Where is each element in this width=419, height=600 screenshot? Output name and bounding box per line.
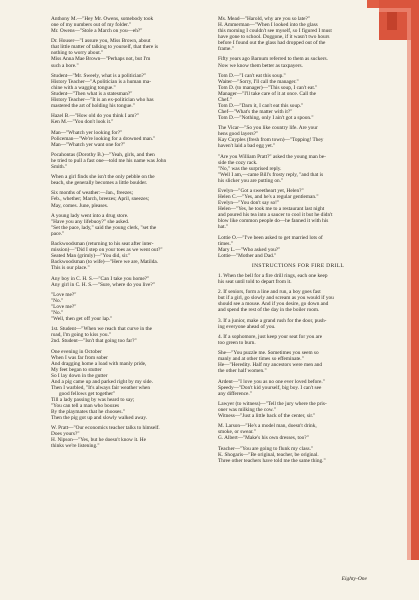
text-line: Ardent—"I love you as no one ever loved before." <box>218 378 325 385</box>
text-line: Student—"Then what is a statesman?" <box>51 90 133 97</box>
text-line: Does yours?" <box>51 431 80 438</box>
text-line: Kay Cuyples (fresh from town)—"Topping! They <box>218 137 324 144</box>
drill-items-paragraph <box>218 334 378 346</box>
text-line: "Well I am,—came Bill's frosty reply, "and that is <box>218 171 324 178</box>
text-line: 2nd. Student—"Isn't that going too far?" <box>51 338 137 345</box>
text-line: blow like common people do—he fanned it with his <box>218 218 329 225</box>
text-line: but if a girl, go slowly and scream as you would if you <box>218 295 334 302</box>
text-line: He—"Heredity. Half my ancestors were men and <box>218 362 323 369</box>
text-line: Witness—"Just a little back of the center, sir." <box>218 413 316 420</box>
text-line: By the playmates that he chooses." <box>51 409 125 416</box>
text-line: he tried to pull a fast one—told me his name was John <box>51 157 167 164</box>
left-column-paragraph <box>51 349 206 422</box>
text-line: Seated Man (grimly)—"You did, sir." <box>51 253 131 260</box>
left-column-paragraph <box>51 16 206 34</box>
text-line: Lottie—"Mother and Dad." <box>218 252 277 259</box>
text-line: hat." <box>218 224 228 231</box>
text-line: such a bore." <box>51 62 79 69</box>
text-line: Mary L.—"Who asked you?" <box>218 246 281 253</box>
text-line: road, I'm going to kiss you." <box>51 332 112 339</box>
drill-items-paragraph <box>218 289 378 313</box>
text-line: Anthony M.—"Hey Mr. Owens, somebody took <box>51 16 154 22</box>
text-line: Policeman—"We're looking for a drowned man." <box>51 135 156 142</box>
text-line: Manager—"I'll take care of it at once. Call the <box>218 90 316 97</box>
text-line: "You can tell a man who boozes <box>51 403 120 410</box>
text-line: 1st. Student—"When we reach that curve in the <box>51 326 153 333</box>
text-line: 3. If a junior, make a grand rush for the door, push- <box>218 317 327 324</box>
text-line: frame." <box>218 46 234 53</box>
text-line: "Set the pace, lady," said the young clerk, "set the <box>51 224 157 231</box>
right-column-paragraph <box>218 235 378 259</box>
text-line: History Teacher—"A politician is a human ma- <box>51 78 151 85</box>
text-line: May, comes. June, pleases. <box>51 202 109 209</box>
text-line: "Love me?" <box>51 303 77 310</box>
right-after-drill-paragraph <box>218 401 378 419</box>
text-line: Dr. Houser—"I assure you, Miss Brown, about <box>51 38 151 45</box>
text-line: Man—"Whatch yer want one for?" <box>51 141 126 148</box>
text-line: H. Nipson—"Yes, but he doesn't know it. He <box>51 437 146 444</box>
left-column-paragraph <box>51 38 206 68</box>
text-line: Speedy—"Don't kid yourself, big boy. I can't see <box>218 384 322 391</box>
text-line: Backwoodsman (to wife)—"Here we are, Matilda. <box>51 259 159 266</box>
text-line: pace." <box>51 230 65 237</box>
text-line: 2. If seniors, form a line and run, a boy goes fast <box>218 289 321 296</box>
text-line: haven't laid a bad egg yet." <box>218 143 276 150</box>
text-line: his seat until told to depart from it. <box>218 279 292 286</box>
text-line: Ken M.—"You don't look it." <box>51 119 114 126</box>
text-line: Man—"Whatch yer looking for?" <box>51 129 123 136</box>
text-line: "Love me?" <box>51 291 77 298</box>
text-line: mastered the art of holding his tongue." <box>51 102 135 109</box>
text-line: Student—"Mr. Sweely, what is a politician?" <box>51 72 147 79</box>
left-column-paragraph <box>51 190 206 208</box>
text-line: manly and at other times so effeminate." <box>218 356 304 363</box>
right-column-paragraph <box>218 16 378 52</box>
right-column-paragraph <box>218 154 378 184</box>
text-line: beach, she generally becomes a little boulder. <box>51 180 148 187</box>
drill-items-paragraph <box>218 273 378 285</box>
text-line: G. Albert—"Make's his own dresses, too?" <box>218 435 309 442</box>
text-line: Evelyn—"Got a sweetheart yet, Helen?" <box>218 188 304 195</box>
text-line: Tom D.—"Darn it, I can't eat this soup." <box>218 102 304 109</box>
text-line: good fellows get together" <box>59 390 116 397</box>
text-line: "Have you any lifebuoy?" she asked. <box>51 218 130 225</box>
text-line: History Teacher—"It is an ex-politician who has <box>51 96 154 103</box>
drill-items-paragraph <box>218 318 378 330</box>
right-column <box>218 16 378 468</box>
right-column-paragraph <box>218 188 378 230</box>
left-column-paragraph <box>51 276 206 288</box>
left-column-paragraph <box>51 113 206 125</box>
text-line: And a pig came up and parked right by my side. <box>51 378 153 385</box>
text-line: Then the pig got up and slowly walked away. <box>51 415 148 422</box>
text-line: chine with a wagging tongue." <box>51 84 116 91</box>
right-after-drill-paragraph <box>218 350 378 374</box>
text-line: Helen C.—"Yes, and he's a regular gentleman." <box>218 194 319 201</box>
text-line: K. Shogaris—"Be original, teacher, be original. <box>218 451 319 458</box>
text-line: "No." <box>51 297 64 304</box>
text-line: Tom D. (to manager)—"This soup, I can't eat." <box>218 84 318 91</box>
text-line: H. Ammerman—"When I looked into the glass <box>218 22 318 29</box>
page-number: Eighty-One <box>341 576 367 582</box>
text-line: Teacher—"You are going to flunk my class." <box>218 445 314 452</box>
text-line: Tom D.—"I can't eat this soup." <box>218 72 286 79</box>
text-line: Any boy in C. H. S.—"Can I take you home?" <box>51 275 150 282</box>
right-after-drill-paragraph <box>218 379 378 397</box>
text-line: M. Larson—"He's a model man, doesn't drink, <box>218 423 317 430</box>
text-line: Evelyn—"You don't say so!" <box>218 200 280 207</box>
left-column-paragraph <box>51 152 206 170</box>
text-line: Ms. Mead—"Harold, why are you so late?" <box>218 16 310 22</box>
text-line: Backwoodsman (returning to his seat after inter- <box>51 241 154 248</box>
text-line: Feb., whether; March, breezes; April, sneezes; <box>51 196 150 203</box>
text-line: Lottie O.—"I've been asked to get married lots of <box>218 234 323 241</box>
text-line: Six months of weather:—Jan., freezes; <box>51 190 134 197</box>
text-line: mission)—"Did I step on your toes as we went out?" <box>51 247 163 254</box>
text-line: She—"You puzzle me. Sometimes you seem so <box>218 350 319 357</box>
text-line: this morning I couldn't see myself, so I figured I must <box>218 28 332 35</box>
right-column-paragraph <box>218 56 378 68</box>
text-line: Then I warbled, "It's always fair weather when <box>51 384 151 391</box>
text-line: "Well, then get off your lap." <box>51 316 113 323</box>
text-line: smoke, or swear." <box>218 429 256 436</box>
text-line: one of my numbers out of my folder." <box>51 22 132 29</box>
text-line: W. Pratt—"Our economics teacher talks to himself. <box>51 425 160 432</box>
text-line: side the cozy rack. <box>218 159 258 166</box>
text-line: A young lady went into a drug store. <box>51 212 129 219</box>
left-column-paragraph <box>51 292 206 322</box>
left-column-paragraph <box>51 130 206 148</box>
right-column-paragraph <box>218 73 378 121</box>
text-line: 1. When the bell for a fire drill rings, each one keep <box>218 273 328 280</box>
text-line: When a girl finds she isn't the only pebble on the <box>51 174 155 181</box>
text-line: should see a mouse. And if you desire, go down and <box>218 301 329 308</box>
text-line: ing everyone ahead of you. <box>218 323 276 330</box>
left-column-paragraph <box>51 425 206 449</box>
right-after-drill-paragraph <box>218 446 378 464</box>
text-line: and poured his tea into a saucer to cool it but he didn't <box>218 212 333 219</box>
text-line: before I found out the glass had dropped out of the <box>218 40 326 47</box>
text-line: that little matter of talking to yourself, that there is <box>51 44 159 51</box>
left-column-paragraph <box>51 326 206 344</box>
text-line: "No," was the surprised reply. <box>218 165 282 172</box>
text-line: the other half women." <box>218 368 267 375</box>
text-line: Till a lady passing by was heard to say; <box>51 396 135 403</box>
text-line: My feet began to stutter <box>51 366 102 373</box>
text-line: When I was far from sober <box>51 354 108 361</box>
left-column-paragraph <box>51 174 206 186</box>
text-line: 4. If a sophomore, just keep your seat for you are <box>218 333 323 340</box>
text-line: thinks we're listening." <box>51 443 100 450</box>
text-line: Lawyer (to witness)—"Tell the jury where the pris- <box>218 400 327 407</box>
text-line: Chef." <box>218 96 232 103</box>
text-line: hens good layers?" <box>218 131 259 138</box>
text-line: and spend the rest of the day in the boiler room. <box>218 307 320 314</box>
text-line: nothing to worry about." <box>51 50 104 57</box>
drill-heading: INSTRUCTIONS FOR FIRE DRILL <box>251 263 345 269</box>
text-line: Fifty years ago Barnum referred to them as suckers. <box>218 56 328 63</box>
text-line: have gone to school. Doggone, if it wasn't two hours <box>218 34 330 41</box>
text-line: Any girl in C. H. S.—"Sure, where do you live?" <box>51 281 155 288</box>
right-after-drill-paragraph <box>218 423 378 441</box>
text-line: Helen—"Yes, he took me to a restaurant last night <box>218 206 325 213</box>
text-line: Tom D.—"Nothing, only I ain't got a spoon." <box>218 115 314 122</box>
text-line: Chef—"What's the matter with it?" <box>218 109 293 116</box>
text-line: "Are you William Pratt?" asked the young man be- <box>218 153 326 160</box>
text-line: Mr. Owens—"Stole a March on you—eh?" <box>51 28 143 35</box>
text-line: The Vicar—"So you like country life. Are your <box>218 125 318 132</box>
left-column-paragraph <box>51 241 206 271</box>
text-line: Three other teachers have told me the same thing." <box>218 457 326 464</box>
text-line: Now we know them better as taxpayers. <box>218 62 303 69</box>
text-line: Smith." <box>51 163 68 170</box>
text-line: Miss Anna Mae Brown—"Perhaps not, but I'm <box>51 56 151 63</box>
text-line: Hazel B.—"How old do you think I am?" <box>51 113 139 120</box>
text-line: oner was milking the cow." <box>218 407 276 414</box>
text-line: And dragging home a load with manly pride, <box>51 360 147 367</box>
text-line: times." <box>218 240 233 247</box>
left-column <box>51 16 206 454</box>
right-column-paragraph <box>218 125 378 149</box>
text-line: So I lay down in the gutter <box>51 372 108 379</box>
text-line: too green to burn. <box>218 340 256 347</box>
left-column-paragraph <box>51 73 206 109</box>
text-line: One evening in October <box>51 348 102 355</box>
text-line: Waiter—"Sorry, I'll call the manager." <box>218 78 299 85</box>
text-line: "No." <box>51 309 64 316</box>
text-line: Pocahontas (Dorothy B.)—"Yeah, girls, and then <box>51 151 155 158</box>
text-line: his slicker you are putting on." <box>218 177 284 184</box>
text-line: any difference." <box>218 390 252 397</box>
left-column-paragraph <box>51 213 206 237</box>
text-line: This is our place." <box>51 265 90 272</box>
